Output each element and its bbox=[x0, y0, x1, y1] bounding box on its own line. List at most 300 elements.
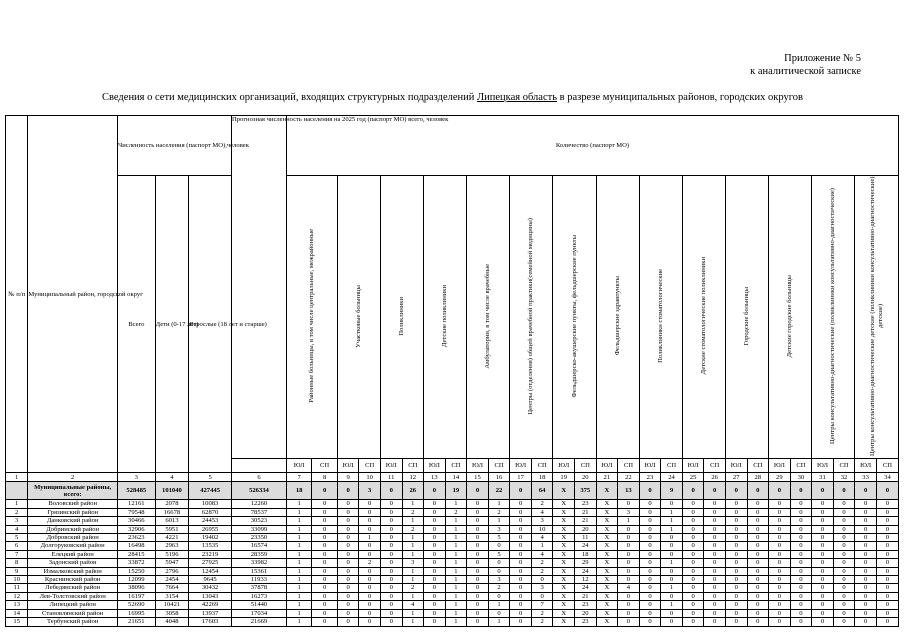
data-cell: 0 bbox=[790, 534, 812, 542]
data-cell: 32906 bbox=[117, 525, 155, 533]
row-number: 8 bbox=[6, 559, 28, 567]
data-cell: 5196 bbox=[155, 550, 189, 558]
data-cell: 0 bbox=[510, 517, 532, 525]
column-number: 28 bbox=[747, 473, 769, 482]
data-cell: 3154 bbox=[155, 592, 189, 600]
data-cell: X bbox=[553, 592, 575, 600]
data-cell: 0 bbox=[812, 576, 834, 584]
data-cell: 0 bbox=[337, 618, 359, 626]
data-cell: 0 bbox=[639, 508, 661, 516]
header-quantity: Количество (паспорт МО) bbox=[286, 116, 898, 176]
data-cell: 0 bbox=[833, 601, 855, 609]
data-cell: 0 bbox=[424, 609, 446, 617]
data-cell: 3 bbox=[488, 576, 510, 584]
data-cell: 0 bbox=[618, 525, 640, 533]
data-cell: 0 bbox=[661, 576, 683, 584]
category-header bbox=[424, 176, 467, 459]
data-cell: 0 bbox=[467, 609, 489, 617]
subheader-yul: ЮЛ bbox=[639, 459, 661, 473]
data-cell: 0 bbox=[510, 534, 532, 542]
data-cell: 0 bbox=[725, 482, 747, 500]
data-cell: 0 bbox=[359, 525, 381, 533]
data-cell: 23219 bbox=[189, 550, 232, 558]
data-cell: 0 bbox=[359, 517, 381, 525]
data-cell: 3 bbox=[531, 584, 553, 592]
data-cell: 0 bbox=[704, 500, 726, 508]
data-cell: 0 bbox=[467, 592, 489, 600]
data-cell: 0 bbox=[488, 609, 510, 617]
data-cell: 0 bbox=[833, 609, 855, 617]
data-cell: 0 bbox=[467, 534, 489, 542]
subheader-yul: ЮЛ bbox=[812, 459, 834, 473]
data-cell: 0 bbox=[855, 525, 877, 533]
data-cell: 0 bbox=[747, 584, 769, 592]
subheader-sp: СП bbox=[575, 459, 597, 473]
data-cell: 1 bbox=[531, 542, 553, 550]
data-cell: 0 bbox=[876, 508, 898, 516]
data-cell: 1 bbox=[286, 567, 311, 575]
data-cell: 0 bbox=[424, 584, 446, 592]
data-cell: 0 bbox=[725, 618, 747, 626]
district-name: Данковский район bbox=[28, 517, 118, 525]
data-cell: 0 bbox=[725, 525, 747, 533]
data-cell: 0 bbox=[876, 618, 898, 626]
column-number: 25 bbox=[682, 473, 704, 482]
data-cell: 0 bbox=[725, 550, 747, 558]
data-cell: 12260 bbox=[231, 500, 286, 508]
row-number: 3 bbox=[6, 517, 28, 525]
row-number: 10 bbox=[6, 576, 28, 584]
data-cell: 0 bbox=[876, 592, 898, 600]
data-cell: X bbox=[596, 559, 618, 567]
data-cell: 0 bbox=[725, 576, 747, 584]
data-cell: 0 bbox=[639, 559, 661, 567]
data-cell: 0 bbox=[769, 542, 791, 550]
data-cell: X bbox=[596, 567, 618, 575]
data-cell: 0 bbox=[812, 567, 834, 575]
data-cell: 0 bbox=[769, 508, 791, 516]
data-cell: 0 bbox=[769, 550, 791, 558]
data-cell: 0 bbox=[661, 609, 683, 617]
data-cell: 16197 bbox=[117, 592, 155, 600]
data-cell: 26 bbox=[402, 482, 424, 500]
data-cell: 0 bbox=[661, 592, 683, 600]
data-cell: 0 bbox=[682, 559, 704, 567]
data-cell: 0 bbox=[488, 592, 510, 600]
column-number: 14 bbox=[445, 473, 467, 482]
data-cell: 9 bbox=[661, 482, 683, 500]
column-number: 24 bbox=[661, 473, 683, 482]
data-cell: 1 bbox=[286, 508, 311, 516]
data-cell: 0 bbox=[312, 525, 337, 533]
data-cell: 0 bbox=[769, 517, 791, 525]
data-cell: 0 bbox=[769, 576, 791, 584]
data-cell: 0 bbox=[769, 609, 791, 617]
data-cell: 0 bbox=[510, 584, 532, 592]
data-cell: 0 bbox=[855, 550, 877, 558]
category-header bbox=[769, 176, 812, 459]
column-number: 16 bbox=[488, 473, 510, 482]
data-cell: 1 bbox=[445, 592, 467, 600]
data-cell: 30523 bbox=[231, 517, 286, 525]
data-cell: 101040 bbox=[155, 482, 189, 500]
document-title bbox=[0, 92, 905, 103]
data-cell: 0 bbox=[812, 517, 834, 525]
data-cell: 0 bbox=[769, 567, 791, 575]
data-cell: 0 bbox=[682, 508, 704, 516]
data-cell: X bbox=[596, 576, 618, 584]
data-cell: X bbox=[553, 601, 575, 609]
data-cell: 0 bbox=[725, 534, 747, 542]
data-cell: 0 bbox=[531, 592, 553, 600]
data-cell: 0 bbox=[337, 609, 359, 617]
data-cell: 22 bbox=[488, 482, 510, 500]
data-cell: 0 bbox=[467, 525, 489, 533]
data-cell: 0 bbox=[337, 576, 359, 584]
data-cell: 0 bbox=[639, 609, 661, 617]
data-cell: 0 bbox=[790, 576, 812, 584]
data-cell: 0 bbox=[639, 517, 661, 525]
data-cell: 0 bbox=[704, 534, 726, 542]
data-cell: 0 bbox=[510, 550, 532, 558]
data-cell: 37878 bbox=[231, 584, 286, 592]
data-cell: 0 bbox=[312, 559, 337, 567]
category-label: Поликлиники bbox=[398, 296, 405, 336]
data-cell: 0 bbox=[769, 592, 791, 600]
data-cell: 0 bbox=[747, 576, 769, 584]
data-cell: 1 bbox=[286, 609, 311, 617]
data-cell: 0 bbox=[639, 567, 661, 575]
data-cell: 0 bbox=[855, 567, 877, 575]
data-cell: 0 bbox=[855, 500, 877, 508]
data-cell: 0 bbox=[682, 500, 704, 508]
data-cell: 0 bbox=[618, 500, 640, 508]
data-cell: X bbox=[596, 584, 618, 592]
column-number: 31 bbox=[812, 473, 834, 482]
category-header bbox=[467, 176, 510, 459]
data-cell: 0 bbox=[359, 601, 381, 609]
category-header bbox=[725, 176, 768, 459]
category-label: Городские больницы bbox=[743, 286, 750, 346]
data-cell: 0 bbox=[618, 567, 640, 575]
data-cell: 0 bbox=[747, 601, 769, 609]
data-cell: 0 bbox=[380, 508, 402, 516]
category-header bbox=[337, 176, 380, 459]
column-number: 10 bbox=[359, 473, 381, 482]
row-number: 13 bbox=[6, 601, 28, 609]
data-cell: 0 bbox=[424, 592, 446, 600]
data-cell: X bbox=[596, 592, 618, 600]
data-cell: 2 bbox=[488, 508, 510, 516]
data-cell: 7664 bbox=[155, 584, 189, 592]
data-cell: 21651 bbox=[117, 618, 155, 626]
data-cell: 1 bbox=[286, 601, 311, 609]
data-cell: 0 bbox=[812, 559, 834, 567]
data-cell: 0 bbox=[790, 542, 812, 550]
data-cell: 3058 bbox=[155, 609, 189, 617]
data-cell: 33099 bbox=[231, 525, 286, 533]
data-cell: 0 bbox=[876, 609, 898, 617]
data-cell: 0 bbox=[510, 525, 532, 533]
data-cell: 0 bbox=[812, 592, 834, 600]
data-cell: 1 bbox=[488, 601, 510, 609]
data-cell: 33982 bbox=[231, 559, 286, 567]
data-cell: 27925 bbox=[189, 559, 232, 567]
data-cell: 21 bbox=[575, 517, 597, 525]
district-name: Липецкий район bbox=[28, 601, 118, 609]
title-region: Липецкая область bbox=[477, 92, 557, 103]
data-cell: 16995 bbox=[117, 609, 155, 617]
data-cell: 1 bbox=[286, 618, 311, 626]
data-cell: 2 bbox=[531, 559, 553, 567]
data-cell: 12161 bbox=[117, 500, 155, 508]
data-cell: 0 bbox=[661, 542, 683, 550]
table-row bbox=[6, 592, 899, 600]
data-cell: 0 bbox=[424, 550, 446, 558]
category-label: Детские стоматологические поликлиники bbox=[699, 257, 707, 375]
data-cell: 0 bbox=[467, 500, 489, 508]
data-cell: 0 bbox=[682, 584, 704, 592]
district-name: Задонский район bbox=[28, 559, 118, 567]
district-name: Добринский район bbox=[28, 525, 118, 533]
row-number: 14 bbox=[6, 609, 28, 617]
data-cell: 0 bbox=[876, 559, 898, 567]
category-header bbox=[510, 176, 553, 459]
data-cell: 0 bbox=[682, 525, 704, 533]
data-cell: X bbox=[596, 517, 618, 525]
data-cell: 21 bbox=[575, 508, 597, 516]
data-cell: 16678 bbox=[155, 508, 189, 516]
data-cell: 0 bbox=[312, 584, 337, 592]
data-cell: 0 bbox=[312, 482, 337, 500]
data-cell: 0 bbox=[769, 500, 791, 508]
data-cell: 0 bbox=[812, 508, 834, 516]
data-cell: 0 bbox=[790, 508, 812, 516]
data-cell: 0 bbox=[855, 517, 877, 525]
data-cell: 0 bbox=[747, 618, 769, 626]
data-cell: 0 bbox=[747, 542, 769, 550]
data-cell: 1 bbox=[402, 534, 424, 542]
data-cell: 0 bbox=[704, 601, 726, 609]
data-cell: 0 bbox=[855, 601, 877, 609]
data-cell: 20 bbox=[575, 525, 597, 533]
data-cell: 0 bbox=[312, 609, 337, 617]
data-cell: X bbox=[553, 517, 575, 525]
column-number: 22 bbox=[618, 473, 640, 482]
data-cell: 10 bbox=[531, 525, 553, 533]
subheader-yul: ЮЛ bbox=[769, 459, 791, 473]
data-cell: 2454 bbox=[155, 576, 189, 584]
data-cell: 2078 bbox=[155, 500, 189, 508]
subheader-sp: СП bbox=[661, 459, 683, 473]
data-cell: 0 bbox=[876, 482, 898, 500]
data-cell: 0 bbox=[725, 592, 747, 600]
data-cell: 0 bbox=[337, 534, 359, 542]
data-cell: 24 bbox=[575, 542, 597, 550]
data-cell: 0 bbox=[359, 592, 381, 600]
data-cell: 0 bbox=[704, 508, 726, 516]
data-cell: 0 bbox=[467, 576, 489, 584]
subheader-yul: ЮЛ bbox=[286, 459, 311, 473]
data-cell: 23623 bbox=[117, 534, 155, 542]
data-cell: 0 bbox=[790, 567, 812, 575]
data-cell: 0 bbox=[467, 618, 489, 626]
data-cell: X bbox=[553, 618, 575, 626]
data-cell: 0 bbox=[876, 576, 898, 584]
data-cell: 0 bbox=[790, 550, 812, 558]
data-cell: 0 bbox=[380, 592, 402, 600]
column-number: 30 bbox=[790, 473, 812, 482]
data-cell: 21669 bbox=[231, 618, 286, 626]
data-cell: 1 bbox=[402, 618, 424, 626]
data-cell: 0 bbox=[359, 500, 381, 508]
category-header bbox=[286, 176, 337, 459]
category-header bbox=[596, 176, 639, 459]
subheader-yul: ЮЛ bbox=[380, 459, 402, 473]
data-cell: 528485 bbox=[117, 482, 155, 500]
data-cell: 0 bbox=[639, 550, 661, 558]
data-cell: 1 bbox=[286, 550, 311, 558]
data-cell: 16574 bbox=[231, 542, 286, 550]
row-number: 11 bbox=[6, 584, 28, 592]
data-cell: 0 bbox=[725, 508, 747, 516]
data-cell: 0 bbox=[855, 584, 877, 592]
data-cell: 0 bbox=[380, 550, 402, 558]
data-cell: 0 bbox=[337, 500, 359, 508]
column-number: 12 bbox=[402, 473, 424, 482]
data-cell: 0 bbox=[467, 517, 489, 525]
data-cell: 0 bbox=[359, 618, 381, 626]
data-cell: 0 bbox=[424, 542, 446, 550]
data-cell: 0 bbox=[833, 550, 855, 558]
column-number: 21 bbox=[596, 473, 618, 482]
data-cell: 0 bbox=[725, 567, 747, 575]
row-number: 5 bbox=[6, 534, 28, 542]
data-cell: 0 bbox=[639, 542, 661, 550]
data-cell: 0 bbox=[812, 482, 834, 500]
data-cell: 0 bbox=[725, 559, 747, 567]
data-cell: 0 bbox=[790, 601, 812, 609]
subheader-sp: СП bbox=[445, 459, 467, 473]
column-number: 5 bbox=[189, 473, 232, 482]
data-cell: 10083 bbox=[189, 500, 232, 508]
district-name: Муниципальные районы, всего: bbox=[28, 482, 118, 500]
data-cell: 0 bbox=[855, 592, 877, 600]
data-cell: 0 bbox=[876, 517, 898, 525]
subheader-yul: ЮЛ bbox=[725, 459, 747, 473]
category-header bbox=[380, 176, 423, 459]
data-cell: 0 bbox=[790, 525, 812, 533]
data-cell: 0 bbox=[725, 601, 747, 609]
data-cell: 0 bbox=[812, 542, 834, 550]
data-cell: 1 bbox=[445, 550, 467, 558]
category-label: Участковые больницы bbox=[354, 284, 362, 348]
data-cell: 1 bbox=[286, 525, 311, 533]
data-cell: 1 bbox=[402, 576, 424, 584]
data-cell: 3 bbox=[402, 559, 424, 567]
column-number: 26 bbox=[704, 473, 726, 482]
data-cell: X bbox=[596, 508, 618, 516]
data-cell: 0 bbox=[790, 559, 812, 567]
data-cell: 0 bbox=[747, 482, 769, 500]
subheader-yul: ЮЛ bbox=[467, 459, 489, 473]
data-cell: 16273 bbox=[231, 592, 286, 600]
data-cell: 1 bbox=[402, 517, 424, 525]
data-cell: 0 bbox=[769, 601, 791, 609]
data-cell: 1 bbox=[445, 609, 467, 617]
data-cell: 0 bbox=[682, 550, 704, 558]
data-cell: X bbox=[553, 534, 575, 542]
data-cell: 0 bbox=[359, 576, 381, 584]
row-number: 15 bbox=[6, 618, 28, 626]
category-header bbox=[682, 176, 725, 459]
data-cell: 0 bbox=[790, 618, 812, 626]
column-number: 34 bbox=[876, 473, 898, 482]
data-cell: 0 bbox=[359, 508, 381, 516]
data-cell: 0 bbox=[833, 576, 855, 584]
data-cell: 0 bbox=[855, 508, 877, 516]
subheader-yul: ЮЛ bbox=[510, 459, 532, 473]
data-cell: 0 bbox=[488, 559, 510, 567]
data-cell: 1 bbox=[286, 517, 311, 525]
column-number: 7 bbox=[286, 473, 311, 482]
data-cell: 1 bbox=[286, 592, 311, 600]
data-cell: 0 bbox=[769, 525, 791, 533]
data-cell: 1 bbox=[445, 500, 467, 508]
total-row bbox=[6, 482, 899, 500]
data-cell: 2 bbox=[531, 500, 553, 508]
table-row bbox=[6, 534, 899, 542]
data-cell: 0 bbox=[337, 601, 359, 609]
data-cell: 13 bbox=[618, 482, 640, 500]
data-cell: 19402 bbox=[189, 534, 232, 542]
data-cell: 12 bbox=[575, 576, 597, 584]
data-cell: 0 bbox=[337, 542, 359, 550]
row-number: 12 bbox=[6, 592, 28, 600]
data-cell: 0 bbox=[725, 609, 747, 617]
data-cell: X bbox=[596, 550, 618, 558]
data-cell: 4221 bbox=[155, 534, 189, 542]
data-cell: 13043 bbox=[189, 592, 232, 600]
data-cell: 427445 bbox=[189, 482, 232, 500]
data-cell: 0 bbox=[812, 525, 834, 533]
data-cell: 0 bbox=[682, 542, 704, 550]
data-cell: 0 bbox=[380, 576, 402, 584]
appendix-number: Приложение № 5 bbox=[784, 53, 861, 64]
data-cell: 0 bbox=[467, 584, 489, 592]
data-cell: 0 bbox=[876, 500, 898, 508]
data-cell: 0 bbox=[812, 609, 834, 617]
data-cell: 0 bbox=[682, 618, 704, 626]
data-cell: 0 bbox=[337, 525, 359, 533]
data-cell: 0 bbox=[682, 576, 704, 584]
data-cell: 0 bbox=[424, 534, 446, 542]
data-cell: X bbox=[553, 567, 575, 575]
table-row bbox=[6, 567, 899, 575]
data-cell: 0 bbox=[704, 592, 726, 600]
data-cell: X bbox=[553, 576, 575, 584]
data-cell: 0 bbox=[424, 618, 446, 626]
data-cell: 78537 bbox=[231, 508, 286, 516]
data-cell: 0 bbox=[380, 609, 402, 617]
data-cell: 1 bbox=[445, 576, 467, 584]
data-cell: 0 bbox=[704, 567, 726, 575]
data-cell: 0 bbox=[769, 482, 791, 500]
data-cell: 0 bbox=[424, 576, 446, 584]
data-cell: 0 bbox=[747, 500, 769, 508]
data-cell: X bbox=[553, 482, 575, 500]
data-cell: 0 bbox=[510, 567, 532, 575]
